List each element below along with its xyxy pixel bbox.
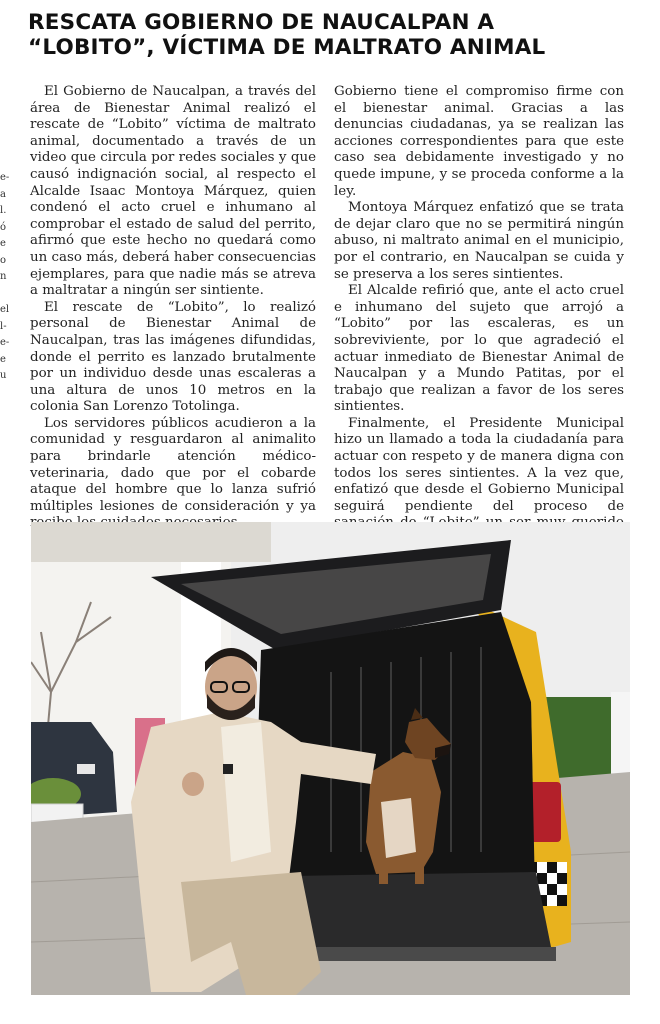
paragraph: Gobierno tiene el compromiso firme con el bienestar animal. Gracias a las denuncias ciudadanas, ya se realizan las acciones correspondientes para que este caso sea debidamente investigado y no quede impune, y se proceda conforme a la ley. [334,84,624,199]
cropped-fragment: u [0,370,7,381]
paragraph: El Gobierno de Naucalpan, a través del área de Bienestar Animal realizó el rescate de “Lobito” víctima de maltrato animal, documentado a través de un video que circula por redes sociales y que causó indignación social, al respecto el Alcalde Isaac Montoya Márquez, quien condenó el acto cruel e inhumano al comprobar el estado de salud del perrito, afirmó que este hecho no quedará como un caso más, deberá haber consecuencias ejemplares, para que nadie más se atreva a maltratar a ningún ser sintiente. [30,84,316,299]
previous-article-cropped-edge [0,170,12,385]
paragraph: Los servidores públicos acudieron a la comunidad y resguardaron al animalito para brindarle atención médico-veterinaria, dado que por el cobarde ataque del hombre que lo lanza sufrió múltiples lesiones de consideración y ya [30,415,316,514]
photo-illustration [31,522,630,995]
article-photo [31,522,630,995]
cropped-fragment: l. [0,205,7,216]
headline-line-2: “LOBITO”, VÍCTIMA DE MALTRATO ANIMAL [28,35,546,60]
cropped-fragment: e- [0,337,10,348]
cropped-fragment [0,286,12,303]
cropped-fragment: ó [0,221,7,233]
paragraph: Montoya Márquez enfatizó que se trata de dejar claro que no se permitirá ningún abuso, ni maltrato animal en el municipio, por el contrario, en Naucalpan se cuida y se preserva a los seres sintientes. [334,200,624,282]
cropped-fragment: n [0,271,7,282]
article-column-left [30,84,316,549]
paragraph: Finalmente, el Presidente Municipal hizo un llamado a toda la ciudadanía para actuar con respeto y de manera digna con todos los seres sintientes. A la vez que, enfatizó que desde el Gobierno Municipal seguirá pendiente del proceso de [334,415,624,514]
cropped-fragment: o [0,254,7,266]
paragraph: El Alcalde refirió que, ante el acto cruel e inhumano del sujeto que arrojó a “Lobito” por las escaleras, es un sobreviviente, por lo que agradeció el actuar inmediato de Bienestar Animal de Naucalpan y a Mundo Patitas, por el trabajo que realizan a favor de los seres sintientes. [334,283,624,415]
cropped-fragment: a [0,188,6,200]
headline-line-1: RESCATA GOBIERNO DE NAUCALPAN A [28,10,495,35]
cropped-fragment: e [0,238,6,249]
cropped-fragment: el [0,304,10,315]
cropped-fragment: e- [0,172,10,183]
building-overhang [31,522,271,562]
headline [28,10,638,60]
cropped-fragment: l- [0,320,7,332]
paragraph: El rescate de “Lobito”, lo realizó personal de Bienestar Animal de Naucalpan, tras las imágenes difundidas, donde el perrito es lanzado brutalmente por un individuo desde unas escaleras a una altura de unos 10 metros en la colonia San Lorenzo Totolinga. [30,299,316,415]
article-column-right [334,84,624,549]
license-plate [77,764,95,774]
cropped-fragment: e [0,353,6,365]
